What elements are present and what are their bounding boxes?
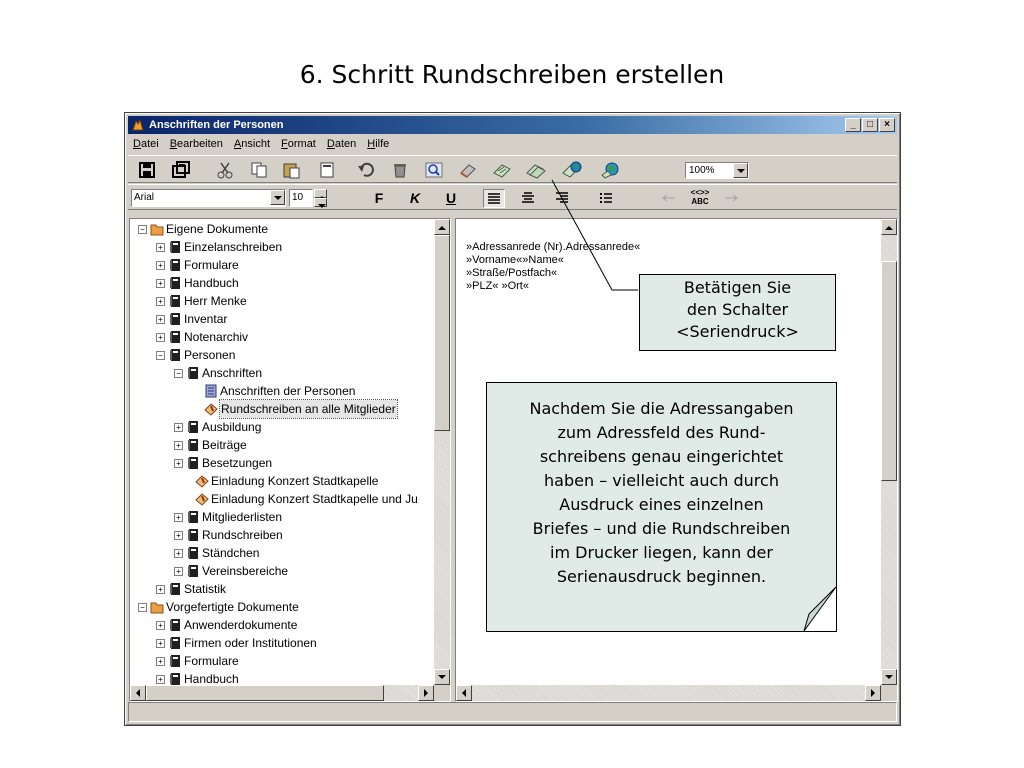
bold-button[interactable]: F [374, 190, 384, 206]
format-toolbar [128, 184, 897, 210]
expand-icon[interactable]: + [174, 513, 183, 522]
tree-item-label: Rundschreiben an alle Mitglieder [221, 402, 396, 416]
binder-icon [186, 456, 200, 470]
tree-item[interactable] [134, 418, 434, 436]
tree-item[interactable] [134, 382, 434, 400]
letter-icon [195, 492, 209, 506]
document-line[interactable]: »Vorname«»Name« [466, 254, 564, 266]
field-marker-text: <<>> [690, 188, 710, 197]
minimize-button[interactable]: _ [845, 118, 861, 132]
scroll-right-icon[interactable] [865, 685, 881, 701]
tree-item[interactable] [134, 364, 434, 382]
tree-item-label: Herr Menke [184, 294, 247, 308]
folder-icon [150, 222, 164, 236]
underline-button[interactable]: U [445, 190, 457, 206]
editor-vertical-scrollbar[interactable] [881, 219, 897, 685]
tree-item-label: Anwenderdokumente [184, 618, 298, 632]
tree-item[interactable] [134, 346, 434, 364]
collapse-icon[interactable]: − [174, 369, 183, 378]
zoom-select[interactable] [685, 162, 749, 179]
expand-icon[interactable]: + [156, 639, 165, 648]
tree-item-label: Vereinsbereiche [202, 564, 289, 578]
spin-up-icon[interactable] [314, 189, 327, 198]
tree-item[interactable] [134, 544, 434, 562]
callout-line: im Drucker liegen, kann der [550, 543, 773, 562]
font-value: Arial [134, 192, 155, 203]
callout-seriendruck [639, 274, 836, 351]
window-titlebar[interactable] [128, 116, 897, 134]
tree-item-label: Firmen oder Institutionen [184, 636, 317, 650]
insert-field-icon[interactable] [317, 161, 337, 179]
field-label-text: ABC [691, 197, 709, 206]
expand-icon[interactable]: + [156, 243, 165, 252]
tree-item-label: Statistik [184, 582, 227, 596]
binder-icon [168, 240, 182, 254]
callout-note [486, 382, 837, 632]
save-icon[interactable] [137, 161, 157, 179]
callout-line: Nachdem Sie die Adressangaben [529, 399, 794, 418]
tree-item[interactable] [134, 490, 434, 508]
binder-icon [168, 672, 182, 685]
tree-item-label: Beiträge [202, 438, 247, 452]
align-right-button[interactable] [551, 189, 573, 208]
menu-bar [128, 135, 897, 153]
expand-icon[interactable]: + [156, 621, 165, 630]
font-size-value: 10 [292, 192, 304, 203]
tree-item-label: Personen [184, 348, 236, 362]
scroll-down-icon[interactable] [434, 669, 450, 685]
callout-line: haben – vielleicht auch durch [544, 471, 779, 490]
expand-icon[interactable]: + [174, 531, 183, 540]
standard-toolbar [128, 155, 897, 183]
tree-item-label: Ständchen [202, 546, 260, 560]
tree-item-label: Einzelanschreiben [184, 240, 283, 254]
binder-icon [168, 618, 182, 632]
binder-icon [186, 546, 200, 560]
italic-button[interactable]: K [409, 190, 421, 206]
binder-icon [168, 276, 182, 290]
collapse-icon[interactable]: − [138, 225, 147, 234]
status-bar [128, 702, 897, 722]
tree-item[interactable] [134, 274, 434, 292]
tree-item-label: Inventar [184, 312, 228, 326]
folded-corner-icon [803, 586, 837, 632]
font-size-field[interactable] [289, 189, 313, 207]
expand-icon[interactable]: + [156, 585, 165, 594]
paste-icon[interactable] [281, 161, 301, 179]
binder-icon [168, 582, 182, 596]
expand-icon[interactable]: + [174, 423, 183, 432]
editor-horizontal-scrollbar[interactable] [456, 685, 881, 701]
tree-item[interactable] [134, 292, 434, 310]
tree-item[interactable] [134, 436, 434, 454]
tree-item-label: Handbuch [184, 276, 239, 290]
binder-icon [168, 348, 182, 362]
undo-icon[interactable] [356, 161, 376, 179]
slide-title: 6. Schritt Rundschreiben erstellen [299, 60, 725, 89]
callout-line: den Schalter [686, 300, 789, 319]
document-icon [204, 384, 218, 398]
copy-icon[interactable] [249, 161, 269, 179]
app-icon [131, 118, 145, 132]
align-right-icon [555, 192, 569, 204]
tree-item[interactable] [134, 670, 434, 685]
binder-icon [168, 312, 182, 326]
field-left-arrow-icon[interactable] [661, 193, 677, 203]
document-line[interactable]: »PLZ« »Ort« [466, 280, 529, 292]
binder-icon [168, 330, 182, 344]
align-left-icon [487, 193, 501, 205]
tree-item[interactable] [134, 454, 434, 472]
tree-item-label: Handbuch [184, 672, 239, 685]
binder-icon [186, 510, 200, 524]
document-line[interactable]: »Adressanrede (Nr).Adressanrede« [466, 241, 641, 253]
tree-item-label: Formulare [184, 258, 239, 272]
mail-merge-print-icon[interactable] [526, 161, 546, 179]
font-size-spinner[interactable] [314, 189, 327, 207]
scroll-corner [881, 685, 897, 701]
tree-item[interactable] [134, 598, 434, 616]
align-center-icon [521, 192, 535, 204]
scroll-thumb[interactable] [434, 235, 450, 431]
tree-item-label: Vorgefertigte Dokumente [166, 600, 299, 614]
collapse-icon[interactable]: − [138, 603, 147, 612]
expand-icon[interactable]: + [156, 279, 165, 288]
callout-line: <Seriendruck> [676, 322, 799, 341]
globe-icon[interactable] [600, 161, 620, 179]
menu-daten[interactable]: Daten [326, 138, 357, 150]
tree-vertical-scrollbar[interactable] [434, 219, 450, 685]
tree-item[interactable] [134, 238, 434, 256]
expand-icon[interactable]: + [156, 315, 165, 324]
callout-line: Serienausdruck beginnen. [556, 567, 767, 586]
binder-icon [168, 636, 182, 650]
scroll-left-icon[interactable] [130, 685, 146, 701]
letter-icon [195, 474, 209, 488]
tree-item-label: Ausbildung [202, 420, 262, 434]
expand-icon[interactable]: + [174, 441, 183, 450]
tree-item[interactable] [134, 220, 434, 238]
align-center-button[interactable] [517, 189, 539, 208]
field-right-arrow-icon[interactable] [723, 193, 739, 203]
tree-item-label: Anschriften der Personen [220, 384, 356, 398]
window-title: Anschriften der Personen [149, 119, 284, 131]
font-select[interactable] [131, 189, 286, 207]
tree-item[interactable] [134, 256, 434, 274]
binder-icon [186, 438, 200, 452]
align-left-button[interactable] [483, 189, 505, 208]
tree-item-label: Einladung Konzert Stadtkapelle [211, 474, 379, 488]
expand-icon[interactable]: + [174, 549, 183, 558]
spin-down-icon[interactable] [314, 198, 327, 207]
trash-icon[interactable] [390, 161, 410, 179]
tree-item[interactable] [134, 616, 434, 634]
tree-item[interactable] [134, 562, 434, 580]
eraser-icon[interactable] [458, 161, 478, 179]
callout-line: zum Adressfeld des Rund- [557, 423, 766, 442]
letter-icon [204, 402, 218, 416]
binder-icon [186, 528, 200, 542]
scroll-thumb[interactable] [146, 685, 384, 701]
expand-icon[interactable]: + [174, 459, 183, 468]
tree-item[interactable] [134, 472, 434, 490]
close-button[interactable]: × [879, 118, 895, 132]
menu-hilfe[interactable]: Hilfe [367, 138, 390, 150]
callout-line: Briefes – und die Rundschreiben [532, 519, 791, 538]
expand-icon[interactable]: + [156, 261, 165, 270]
tree-item[interactable] [134, 400, 434, 418]
tree-item-label: Notenarchiv [184, 330, 249, 344]
tree-item[interactable] [134, 634, 434, 652]
document-tree [134, 220, 434, 685]
scroll-corner [434, 685, 450, 701]
tree-item[interactable] [134, 652, 434, 670]
tree-item-label: Eigene Dokumente [166, 222, 269, 236]
binder-icon [186, 420, 200, 434]
expand-icon[interactable]: + [156, 297, 165, 306]
zoom-value: 100% [689, 165, 715, 176]
callout-line: Betätigen Sie [683, 278, 792, 297]
insert-field-button[interactable] [685, 188, 715, 206]
save-all-icon[interactable] [171, 161, 191, 179]
collapse-icon[interactable]: − [156, 351, 165, 360]
bullet-list-icon [599, 192, 613, 204]
mail-merge-icon[interactable] [492, 161, 512, 179]
chevron-down-icon[interactable] [733, 163, 748, 178]
bullet-list-button[interactable] [595, 189, 617, 208]
document-tree-pane [129, 218, 451, 702]
tree-item-label: Formulare [184, 654, 239, 668]
tree-item-label: Einladung Konzert Stadtkapelle und Ju [211, 492, 418, 506]
cut-icon[interactable] [215, 161, 235, 179]
binder-icon [168, 258, 182, 272]
binder-icon [186, 564, 200, 578]
tree-item[interactable] [134, 580, 434, 598]
scroll-up-icon[interactable] [434, 219, 450, 235]
menu-bearbeiten[interactable]: Bearbeiten [169, 138, 223, 150]
scroll-thumb[interactable] [881, 261, 897, 481]
tree-horizontal-scrollbar[interactable] [130, 685, 434, 701]
tree-item-label: Rundschreiben [202, 528, 283, 542]
scroll-up-icon[interactable] [881, 219, 897, 235]
expand-icon[interactable]: + [156, 657, 165, 666]
menu-datei[interactable]: Datei [133, 138, 159, 150]
scroll-left-icon[interactable] [456, 685, 472, 701]
document-line[interactable]: »Straße/Postfach« [466, 267, 558, 279]
scroll-down-icon[interactable] [881, 669, 897, 685]
scroll-right-icon[interactable] [418, 685, 434, 701]
expand-icon[interactable]: + [156, 333, 165, 342]
preview-icon[interactable] [424, 161, 444, 179]
binder-icon [168, 654, 182, 668]
tree-item[interactable] [134, 310, 434, 328]
binder-icon [168, 294, 182, 308]
callout-line: schreibens genau eingerichtet [539, 447, 784, 466]
tree-item-label: Mitgliederlisten [202, 510, 283, 524]
chevron-down-icon[interactable] [270, 190, 285, 205]
tree-item-label: Besetzungen [202, 456, 273, 470]
binder-icon [186, 366, 200, 380]
expand-icon[interactable]: + [174, 567, 183, 576]
mail-merge-send-icon[interactable] [562, 161, 582, 179]
maximize-button[interactable]: □ [862, 118, 878, 132]
expand-icon[interactable]: + [156, 675, 165, 684]
tree-item[interactable] [134, 328, 434, 346]
tree-item[interactable] [134, 526, 434, 544]
folder-icon [150, 600, 164, 614]
tree-item[interactable] [134, 508, 434, 526]
menu-format[interactable]: Format [281, 138, 316, 150]
tree-item-label: Anschriften [202, 366, 263, 380]
menu-ansicht[interactable]: Ansicht [233, 138, 271, 150]
callout-line: Ausdruck eines einzelnen [559, 495, 764, 514]
